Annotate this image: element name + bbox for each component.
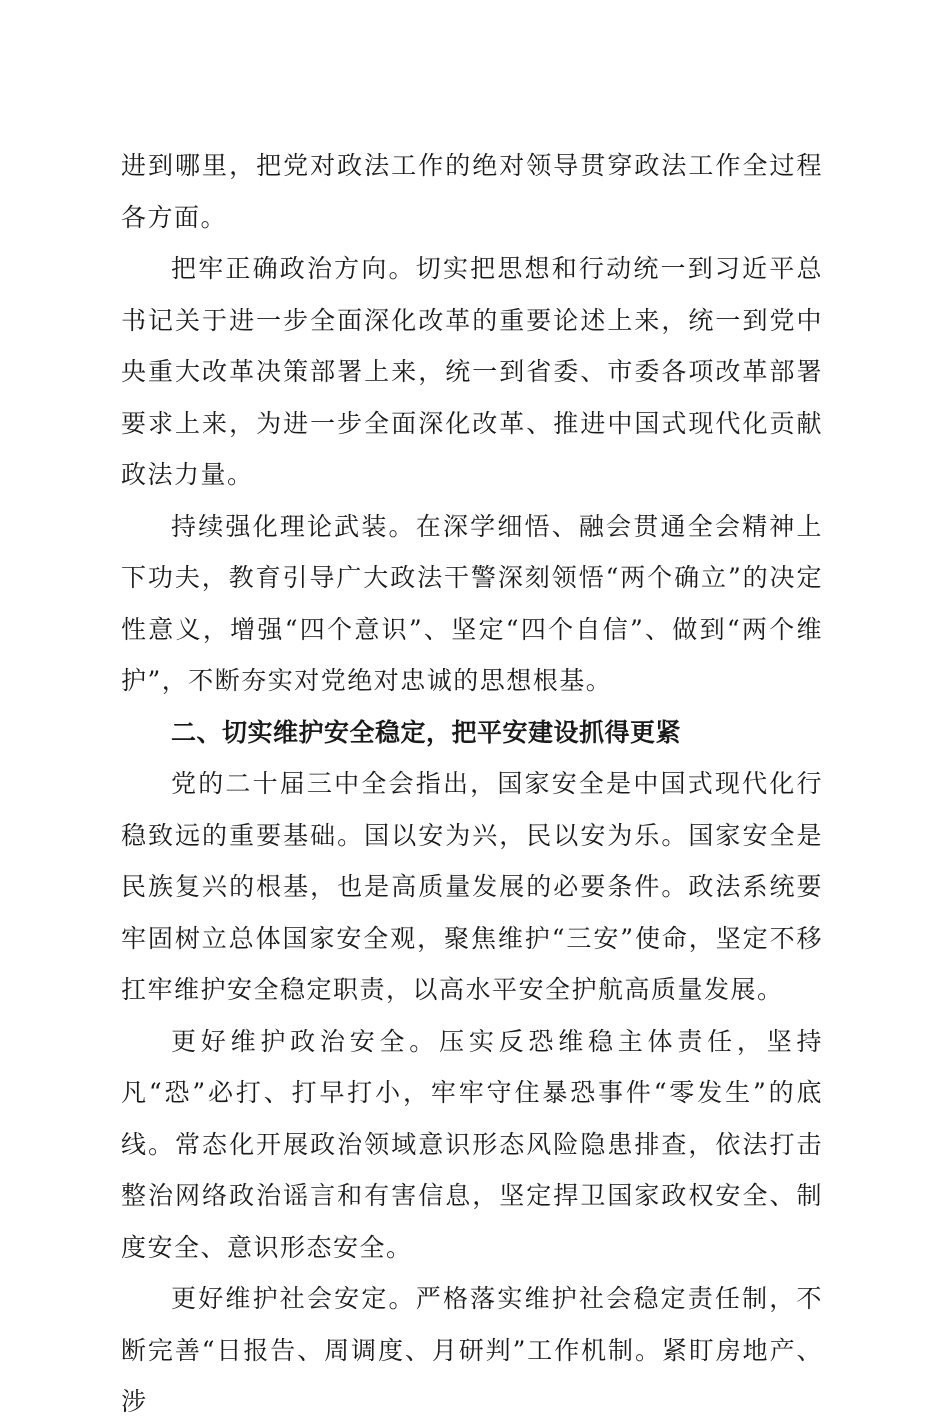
paragraph-continuation: 进到哪里，把党对政法工作的绝对领导贯穿政法工作全过程各方面。: [121, 151, 823, 232]
paragraph-theory-study: 持续强化理论武装。在深学细悟、融会贯通全会精神上下功夫，教育引导广大政法干警深刻领悟“两个确立”的决定性意义，增强“四个意识”、坚定“四个自信”、做到“两个维护”，不断夯实对党绝对忠诚的思想根基。: [121, 511, 823, 695]
document-body: [121, 140, 823, 1428]
paragraph-social-stability: 更好维护社会安定。严格落实维护社会稳定责任制，不断完善“日报告、周调度、月研判”工作机制。紧盯房地产、涉: [121, 1284, 823, 1416]
paragraph-political-direction: 把牢正确政治方向。切实把思想和行动统一到习近平总书记关于进一步全面深化改革的重要论述上来，统一到党中央重大改革决策部署上来，统一到省委、市委各项改革部署要求上来，为进一步全面深化改革、推进中国式现代化贡献政法力量。: [121, 254, 823, 489]
section-heading-2: 二、切实维护安全稳定，把平安建设抓得更紧: [171, 717, 682, 747]
paragraph-national-security: 党的二十届三中全会指出，国家安全是中国式现代化行稳致远的重要基础。国以安为兴，民以安为乐。国家安全是民族复兴的根基，也是高质量发展的必要条件。政法系统要牢固树立总体国家安全观，聚焦维护“三安”使命，坚定不移扛牢维护安全稳定职责，以高水平安全护航高质量发展。: [121, 769, 823, 1004]
paragraph-political-security: 更好维护政治安全。压实反恐维稳主体责任，坚持凡“恐”必打、打早打小，牢牢守住暴恐事件“零发生”的底线。常态化开展政治领域意识形态风险隐患排查，依法打击整治网络政治谣言和有害信息，坚定捍卫国家政权安全、制度安全、意识形态安全。: [121, 1026, 823, 1262]
